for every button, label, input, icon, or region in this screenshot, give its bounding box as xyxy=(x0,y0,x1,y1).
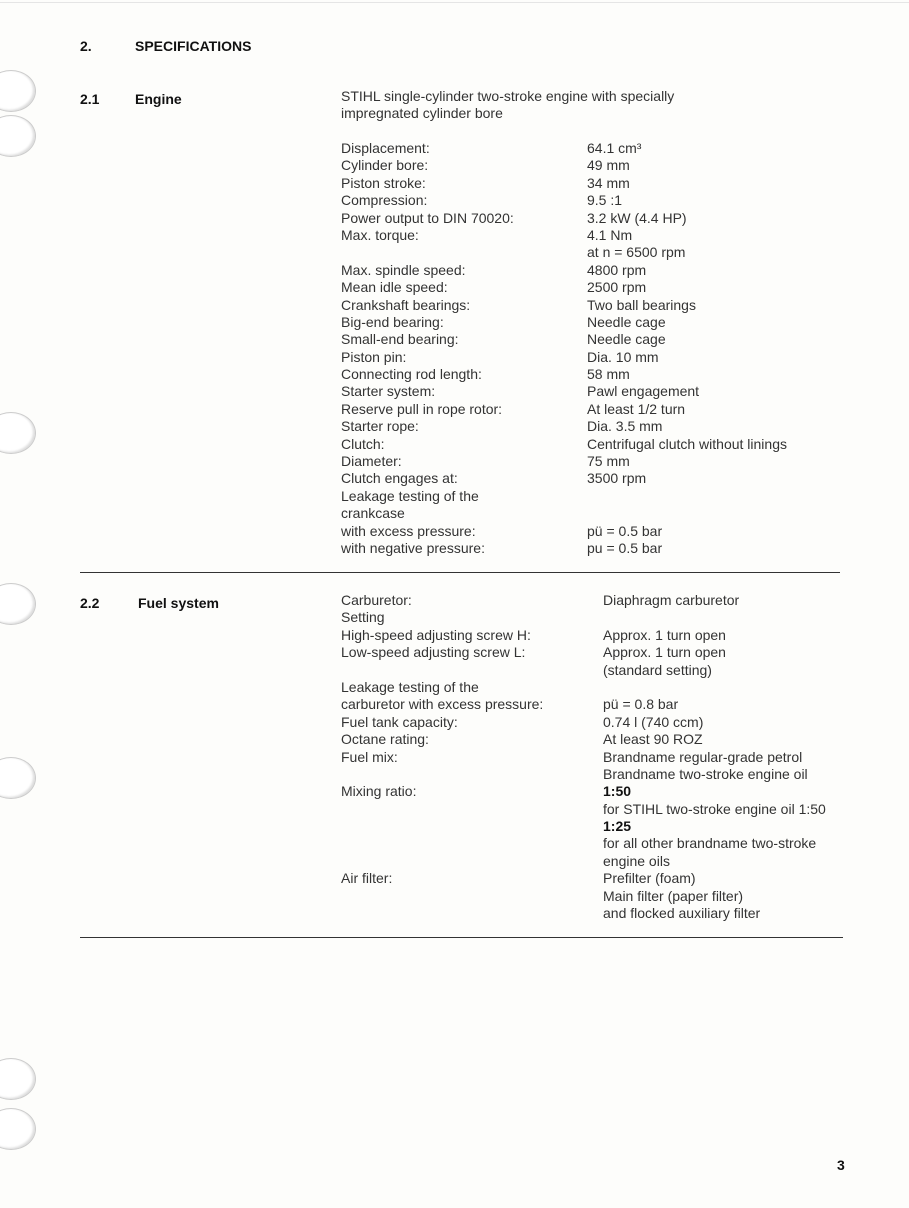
spec-label: Max. spindle speed: xyxy=(341,261,466,278)
spec-value: 3.2 kW (4.4 HP) xyxy=(587,209,687,226)
spec-label: Clutch engages at: xyxy=(341,470,458,487)
spec-label: Octane rating: xyxy=(341,731,429,748)
spec-value: 9.5 :1 xyxy=(587,192,623,209)
spec-value: 49 mm xyxy=(587,157,630,174)
spec-value: 1:50 xyxy=(603,783,632,800)
spec-label xyxy=(341,853,543,870)
spec-value: at n = 6500 rpm xyxy=(587,244,686,261)
spec-label xyxy=(341,835,543,852)
spec-label: with excess pressure: xyxy=(341,522,476,539)
spec-value: Centrifugal clutch without linings xyxy=(587,435,787,452)
spec-label: Max. torque: xyxy=(341,226,419,243)
spec-value: Approx. 1 turn open xyxy=(603,626,726,643)
spec-value: 58 mm xyxy=(587,366,630,383)
fuel-number: 2.2 xyxy=(80,595,100,611)
spec-label: Piston pin: xyxy=(341,348,407,365)
spec-label: Carburetor: xyxy=(341,592,412,608)
spec-label: carburetor with excess pressure: xyxy=(341,696,544,713)
spec-label: Air filter: xyxy=(341,870,393,887)
spec-label: Connecting rod length: xyxy=(341,366,482,383)
binder-hole xyxy=(0,1058,36,1100)
section-number: 2. xyxy=(80,38,92,54)
spec-label: Compression: xyxy=(341,192,428,209)
spec-value: Needle cage xyxy=(587,313,666,330)
binder-hole xyxy=(0,70,36,112)
spec-label: Fuel tank capacity: xyxy=(341,713,458,730)
spec-value: 4.1 Nm xyxy=(587,226,633,243)
spec-value: (standard setting) xyxy=(603,661,712,678)
spec-value: Pawl engagement xyxy=(587,383,700,400)
spec-label xyxy=(341,801,543,818)
spec-value xyxy=(587,488,787,505)
section-title: SPECIFICATIONS xyxy=(135,38,252,54)
spec-value: 34 mm xyxy=(587,174,630,191)
scan-edge xyxy=(0,2,909,3)
spec-value: Main filter (paper filter) xyxy=(603,887,744,904)
spec-label: Leakage testing of the xyxy=(341,487,479,504)
spec-value: 3500 rpm xyxy=(587,470,647,487)
spec-value: 1:25 xyxy=(603,818,632,835)
spec-value: At least 1/2 turn xyxy=(587,400,686,417)
engine-number: 2.1 xyxy=(80,91,100,107)
fuel-title: Fuel system xyxy=(138,595,219,611)
spec-label: Leakage testing of the xyxy=(341,678,479,695)
spec-value: and flocked auxiliary filter xyxy=(603,905,761,922)
binder-hole xyxy=(0,1108,36,1150)
divider xyxy=(80,572,840,573)
spec-value: Dia. 10 mm xyxy=(587,348,659,365)
spec-value: Brandname regular-grade petrol xyxy=(603,748,803,765)
spec-value: 0.74 l (740 ccm) xyxy=(603,713,704,730)
binder-hole xyxy=(0,115,36,157)
spec-label: with negative pressure: xyxy=(341,539,485,556)
spec-value: engine oils xyxy=(603,852,670,869)
spec-label: Setting xyxy=(341,609,385,626)
spec-value xyxy=(603,679,826,696)
spec-label: Diameter: xyxy=(341,453,402,470)
engine-values xyxy=(587,140,787,557)
spec-value: Two ball bearings xyxy=(587,296,696,313)
spec-value: for all other brandname two-stroke xyxy=(603,835,817,852)
spec-value: for STIHL two-stroke engine oil 1:50 xyxy=(603,800,826,817)
spec-label: Displacement: xyxy=(341,140,430,156)
spec-label: Big-end bearing: xyxy=(341,313,444,330)
intro-line: STIHL single-cylinder two-stroke engine with specially xyxy=(341,88,675,104)
spec-label: Power output to DIN 70020: xyxy=(341,209,514,226)
fuel-labels xyxy=(341,592,543,888)
spec-label: Mean idle speed: xyxy=(341,279,448,296)
spec-label xyxy=(341,766,543,783)
binder-hole xyxy=(0,583,36,625)
spec-label xyxy=(341,818,543,835)
engine-title: Engine xyxy=(135,91,182,107)
spec-value: Needle cage xyxy=(587,331,666,348)
spec-value: 64.1 cm³ xyxy=(587,140,642,156)
spec-label: Reserve pull in rope rotor: xyxy=(341,400,503,417)
spec-label: Cylinder bore: xyxy=(341,157,429,174)
spec-value: At least 90 ROZ xyxy=(603,731,703,748)
spec-label xyxy=(341,662,543,679)
spec-value: 75 mm xyxy=(587,453,630,470)
spec-label: Starter system: xyxy=(341,383,436,400)
spec-label: crankcase xyxy=(341,505,405,522)
spec-value: pü = 0.5 bar xyxy=(587,522,663,539)
spec-value: 4800 rpm xyxy=(587,261,647,278)
spec-value xyxy=(587,505,787,522)
spec-label: Clutch: xyxy=(341,435,385,452)
spec-label: Fuel mix: xyxy=(341,748,398,765)
spec-value: Dia. 3.5 mm xyxy=(587,418,663,435)
spec-value: Brandname two-stroke engine oil xyxy=(603,765,808,782)
spec-label xyxy=(341,244,514,261)
binder-hole xyxy=(0,757,36,799)
page-number: 3 xyxy=(837,1157,845,1173)
spec-label: Starter rope: xyxy=(341,418,419,435)
spec-label: Piston stroke: xyxy=(341,174,426,191)
spec-value xyxy=(603,609,826,626)
spec-label: Low-speed adjusting screw L: xyxy=(341,644,526,661)
spec-value: Diaphragm carburetor xyxy=(603,592,740,608)
spec-label: High-speed adjusting screw H: xyxy=(341,626,531,643)
spec-value: pü = 0.8 bar xyxy=(603,696,679,713)
spec-value: 2500 rpm xyxy=(587,279,647,296)
spec-value: pu = 0.5 bar xyxy=(587,539,663,556)
engine-intro xyxy=(341,88,674,123)
spec-value: Approx. 1 turn open xyxy=(603,644,726,661)
intro-line: impregnated cylinder bore xyxy=(341,105,503,122)
spec-value: Prefilter (foam) xyxy=(603,870,696,887)
divider xyxy=(80,937,843,938)
fuel-values xyxy=(603,592,826,922)
spec-label: Crankshaft bearings: xyxy=(341,296,471,313)
spec-label: Small-end bearing: xyxy=(341,331,459,348)
binder-hole xyxy=(0,412,36,454)
spec-label: Mixing ratio: xyxy=(341,783,417,800)
engine-labels xyxy=(341,140,514,557)
